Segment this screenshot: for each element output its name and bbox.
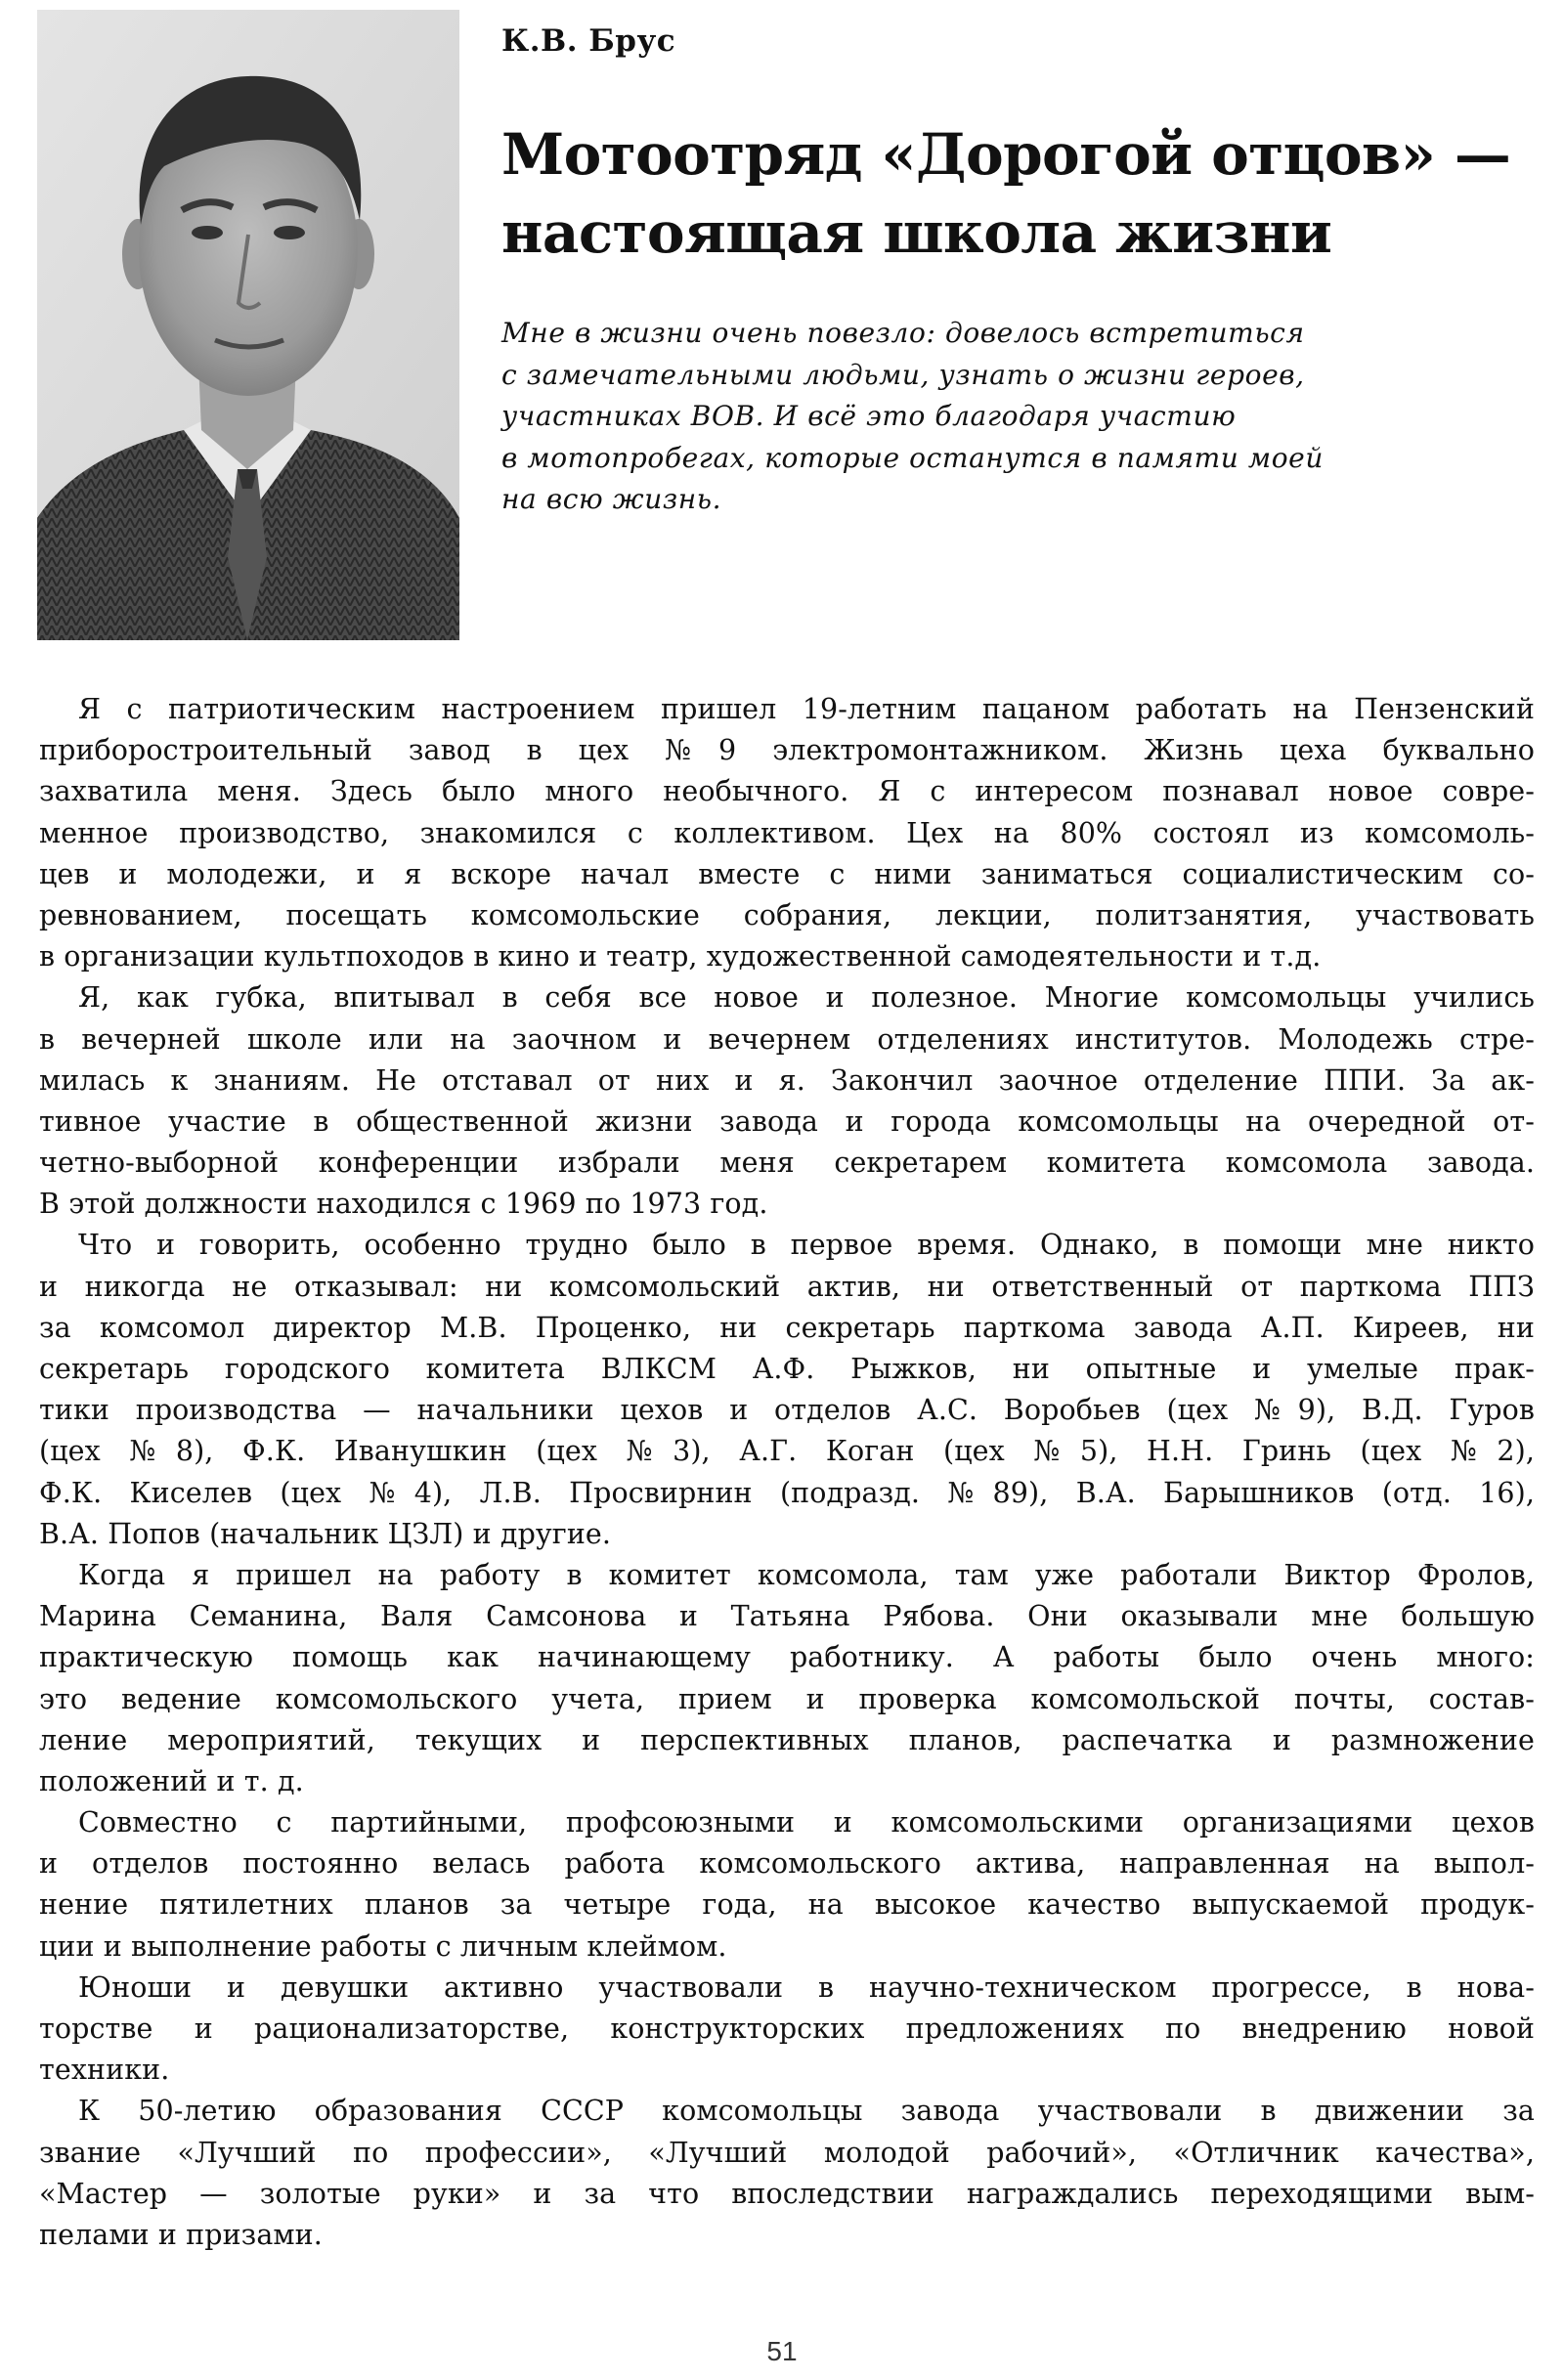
body-line: ревнованием, посещать комсомольские собрания, лекции, политзанятия, участвовать [39,898,1535,931]
body-line: цев и молодежи, и я вскоре начал вместе с ними заниматься социалистическим со- [39,857,1535,890]
body-line: техники. [39,2054,170,2087]
body-line: Я с патриотическим настроением пришел 19-летним пацаном работать на Пензенский [78,693,1535,725]
portrait-image [37,10,459,640]
body-paragraph [39,2091,1535,2256]
body-line: звание «Лучший по профессии», «Лучший молодой рабочий», «Отличник качества», [39,2136,1535,2169]
body-line: нение пятилетних планов за четыре года, на высокое качество выпускаемой продук- [39,1888,1535,1922]
body-line: четно-выборной конференции избрали меня секретарем комитета комсомола завода. [39,1147,1535,1180]
body-paragraph [39,977,1535,1225]
body-line: менное производство, знакомился с коллективом. Цех на 80% состоял из комсомоль- [39,816,1535,849]
body-line: К 50-летию образования СССР комсомольцы завода участвовали в движении за [78,2095,1535,2128]
body-line: пелами и призами. [39,2218,323,2251]
body-paragraph [39,689,1535,977]
epigraph-line: участниках ВОВ. И всё это благодаря участию [501,400,1237,432]
body-line: В.А. Попов (начальник ЦЗЛ) и другие. [39,1517,612,1550]
body-line: и отделов постоянно велась работа комсомольского актива, направленная на выпол- [39,1847,1535,1881]
body-line: тивное участие в общественной жизни завода и города комсомольцы на очередной от- [39,1104,1535,1138]
title-line: настоящая школа жизни [501,199,1332,266]
body-line: положений и т. д. [39,1764,304,1797]
epigraph-line: с замечательными людьми, узнать о жизни героев, [501,358,1305,391]
body-line: «Мастер — золотые руки» и за что впоследствии награждались переходящими вым- [39,2177,1535,2210]
body-line: Я, как губка, впитывал в себя все новое и полезное. Многие комсомольцы учились [78,981,1535,1015]
body-line: В этой должности находился с 1969 по 1973 год. [39,1188,768,1221]
body-line: приборостроительный завод в цех №9 электромонтажником. Жизнь цеха буквально [39,734,1535,767]
article-title [501,115,1557,272]
body-line: в организации культпоходов в кино и театр, художественной самодеятельности и т.д. [39,940,1322,974]
body-line: это ведение комсомольского учета, прием и проверка комсомольской почты, состав- [39,1682,1535,1715]
body-line: тики производства — начальники цехов и отделов А.С. Воробьев (цех №9), В.Д. Гуров [39,1394,1535,1427]
body-line: ление мероприятий, текущих и перспективных планов, распечатка и размножение [39,1723,1535,1756]
epigraph-line: в мотопробегах, которые останутся в памяти моей [501,441,1324,474]
epigraph-line: Мне в жизни очень повезло: довелось встретиться [501,317,1305,349]
body-line: Когда я пришел на работу в комитет комсомола, там уже работали Виктор Фролов, [78,1558,1535,1591]
body-line: за комсомол директор М.В. Проценко, ни секретарь парткома завода А.П. Киреев, ни [39,1311,1535,1344]
body-line: захватила меня. Здесь было много необычного. Я с интересом познавал новое совре- [39,775,1535,808]
author-name: К.В. Брус [501,23,676,59]
body-paragraph [39,1968,1535,2092]
epigraph-line: на всю жизнь. [501,483,722,515]
body-line: и никогда не отказывал: ни комсомольский актив, ни ответственный от парткома ППЗ [39,1270,1535,1303]
body-line: в вечерней школе или на заочном и вечернем отделениях институтов. Молодежь стре- [39,1022,1535,1056]
body-line: Совместно с партийными, профсоюзными и комсомольскими организациями цехов [78,1806,1535,1839]
body-line: практическую помощь как начинающему работнику. А работы было очень много: [39,1641,1535,1674]
article-body [39,689,1535,2256]
body-paragraph [39,1555,1535,1802]
body-line: Что и говорить, особенно трудно было в первое время. Однако, в помощи мне никто [78,1229,1535,1262]
body-line: ции и выполнение работы с личным клеймом. [39,1929,727,1963]
body-paragraph [39,1225,1535,1555]
body-line: секретарь городского комитета ВЛКСМ А.Ф. Рыжков, ни опытные и умелые прак- [39,1353,1535,1385]
body-line: Ф.К. Киселев (цех №4), Л.В. Просвирнин (подразд. №89), В.А. Барышников (отд. 16), [39,1476,1535,1509]
body-line: Марина Семанина, Валя Самсонова и Татьяна Рябова. Они оказывали мне большую [39,1600,1535,1633]
body-line: (цех №8), Ф.К. Иванушкин (цех №3), А.Г. Коган (цех №5), Н.Н. Гринь (цех №2), [39,1435,1535,1468]
body-paragraph [39,1802,1535,1968]
author-portrait-photo [37,10,459,640]
body-line: милась к знаниям. Не отставал от них и я. Закончил заочное отделение ППИ. За ак- [39,1063,1535,1097]
epigraph [501,313,1479,521]
title-line: Мотоотряд «Дорогой отцов» — [501,121,1511,188]
body-line: торстве и рационализаторстве, конструкторских предложениях по внедрению новой [39,2012,1535,2045]
body-line: Юноши и девушки активно участвовали в научно-техническом прогрессе, в нова- [78,1970,1535,2004]
page-number: 51 [766,2336,798,2366]
